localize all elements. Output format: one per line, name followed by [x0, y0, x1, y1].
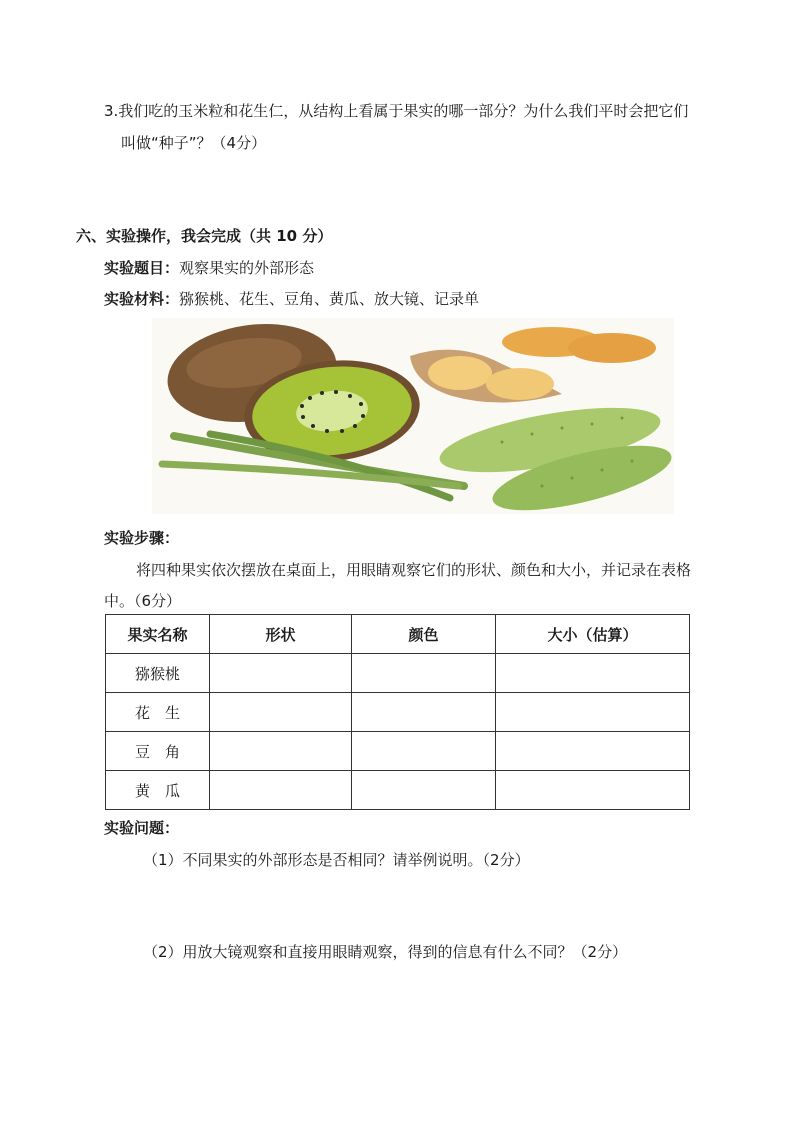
experiment-question-1: （1）不同果实的外部形态是否相同？请举例说明。（2分） — [143, 851, 530, 869]
table-header-row — [106, 615, 690, 654]
question-3-line1: 3.我们吃的玉米粒和花生仁，从结构上看属于果实的哪一部分？为什么我们平时会把它们 — [104, 102, 689, 120]
row-label-cucumber: 黄 瓜 — [106, 771, 210, 810]
header-fruit-name: 果实名称 — [106, 615, 210, 654]
cell-blank[interactable] — [210, 771, 352, 810]
table-row — [106, 771, 690, 810]
header-size: 大小（估算） — [496, 615, 690, 654]
question-3-line2: 叫做“种子”？（4分） — [121, 134, 267, 152]
cell-blank[interactable] — [352, 693, 496, 732]
cell-blank[interactable] — [496, 732, 690, 771]
table-row — [106, 654, 690, 693]
cell-blank[interactable] — [352, 654, 496, 693]
section-6-heading: 六、实验操作，我会完成（共 10 分） — [76, 227, 333, 245]
cell-blank[interactable] — [210, 654, 352, 693]
fruits-illustration — [152, 318, 674, 514]
experiment-materials-label: 实验材料： — [104, 290, 180, 308]
cell-blank[interactable] — [352, 732, 496, 771]
cell-blank[interactable] — [210, 693, 352, 732]
row-label-kiwi: 猕猴桃 — [106, 654, 210, 693]
row-label-peanut: 花 生 — [106, 693, 210, 732]
table-row — [106, 693, 690, 732]
experiment-questions-label: 实验问题： — [104, 819, 180, 837]
cell-blank[interactable] — [496, 693, 690, 732]
cell-blank[interactable] — [210, 732, 352, 771]
experiment-title — [104, 258, 314, 278]
experiment-materials — [104, 289, 479, 309]
row-label-bean: 豆 角 — [106, 732, 210, 771]
experiment-steps-line2: 中。（6分） — [104, 592, 182, 610]
observation-record-table — [105, 614, 690, 810]
header-shape: 形状 — [210, 615, 352, 654]
experiment-steps-line1: 将四种果实依次摆放在桌面上，用眼睛观察它们的形状、颜色和大小，并记录在表格 — [136, 561, 692, 579]
experiment-materials-value: 猕猴桃、花生、豆角、黄瓜、放大镜、记录单 — [179, 290, 480, 308]
header-color: 颜色 — [352, 615, 496, 654]
experiment-title-value: 观察果实的外部形态 — [179, 259, 315, 277]
experiment-steps-label: 实验步骤： — [104, 529, 180, 547]
cell-blank[interactable] — [496, 771, 690, 810]
cell-blank[interactable] — [352, 771, 496, 810]
cell-blank[interactable] — [496, 654, 690, 693]
experiment-question-2: （2）用放大镜观察和直接用眼睛观察，得到的信息有什么不同？（2分） — [143, 943, 628, 961]
experiment-title-label: 实验题目： — [104, 259, 180, 277]
table-row — [106, 732, 690, 771]
